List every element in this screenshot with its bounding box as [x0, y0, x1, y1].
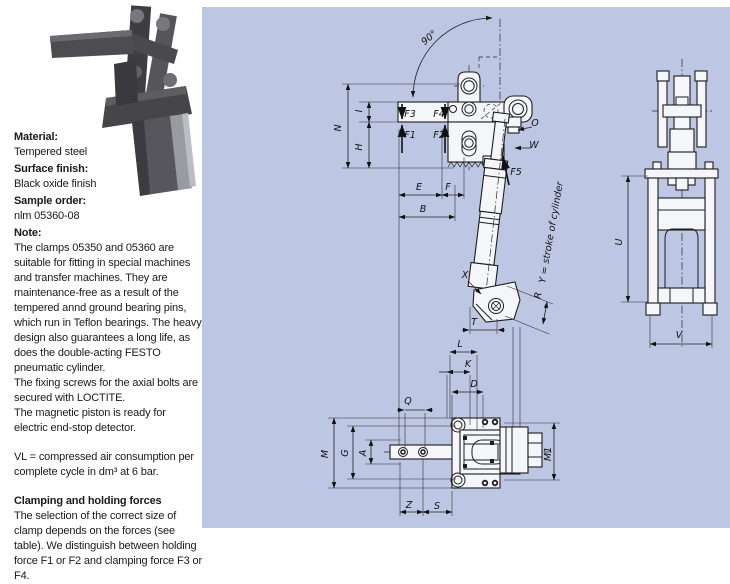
- dim-label-m1: M1: [543, 446, 554, 462]
- sample-order-value: nlm 05360-08: [14, 210, 80, 222]
- dim-label-v: V: [675, 330, 683, 341]
- info-column: [14, 0, 202, 582]
- surface-finish-value: Black oxide finish: [14, 178, 97, 190]
- technical-drawing: [202, 7, 730, 528]
- dim-label-m: M: [320, 449, 331, 459]
- material-label: Material:: [14, 131, 58, 143]
- dim-label-f1: F1: [404, 130, 416, 141]
- dim-label-n: N: [333, 124, 344, 132]
- note-paragraph: The fixing screws for the axial bolts are secured with LOCTITE.: [14, 377, 198, 404]
- dim-label-i: I: [354, 109, 365, 113]
- dim-label-f4: F4: [433, 109, 445, 120]
- drawing-panel: [202, 7, 730, 528]
- material-value: Tempered steel: [14, 146, 88, 158]
- dim-label-b: B: [419, 204, 427, 215]
- spec-text: [14, 128, 202, 584]
- dim-label-90-: 90°: [419, 28, 440, 48]
- dim-label-r: R: [532, 291, 545, 300]
- dim-label-h: H: [354, 143, 365, 151]
- front-view: [621, 59, 718, 349]
- dim-label-q: Q: [404, 396, 412, 407]
- dim-label-o: O: [531, 118, 539, 129]
- dim-label-g: G: [340, 449, 351, 457]
- dim-label-f2: F2: [433, 130, 445, 141]
- dim-label-a: A: [358, 449, 369, 457]
- dim-label-f: F: [445, 182, 451, 193]
- dim-label-f5: F5: [510, 167, 522, 178]
- note-paragraph: The magnetic piston is ready for electric end-stop detector.: [14, 407, 166, 434]
- forces-heading: Clamping and holding forces: [14, 495, 162, 507]
- dim-label-f3: F3: [404, 109, 416, 120]
- dim-label-l: L: [457, 339, 463, 350]
- dim-label-s: S: [433, 501, 441, 512]
- dim-label-k: K: [464, 359, 472, 370]
- top-view: [384, 221, 552, 488]
- dim-label-z: Z: [405, 500, 413, 511]
- dim-label-y-stroke-of-cylinder: Y = stroke of cylinder: [537, 181, 566, 285]
- sample-order-label: Sample order:: [14, 195, 87, 207]
- note-label: Note:: [14, 227, 42, 239]
- note-paragraph: The clamps 05350 and 05360 are suitable for fitting in special machines and transfer machines. They are maintenance-free as a result of the tempered annd ground bearing pins, which run in Teflon bearings. The heavy design also guarantees a long life, as does the double-acting FESTO pneumatic cylinder.: [14, 242, 202, 374]
- dim-label-w: W: [529, 140, 539, 151]
- dim-label-u: U: [614, 238, 625, 246]
- dim-label-x: X: [461, 270, 469, 281]
- dim-label-e: E: [415, 182, 423, 193]
- surface-finish-label: Surface finish:: [14, 163, 89, 175]
- forces-text: The selection of the correct size of clamp depends on the forces (see table). We distinguish between holding force F1 or F2 and clamping force F3 or F4.: [14, 510, 202, 582]
- dim-label-d: D: [470, 379, 478, 390]
- dim-label-t: T: [471, 317, 477, 328]
- vl-note: VL = compressed air consumption per complete cycle in dm³ at 6 bar.: [14, 451, 194, 478]
